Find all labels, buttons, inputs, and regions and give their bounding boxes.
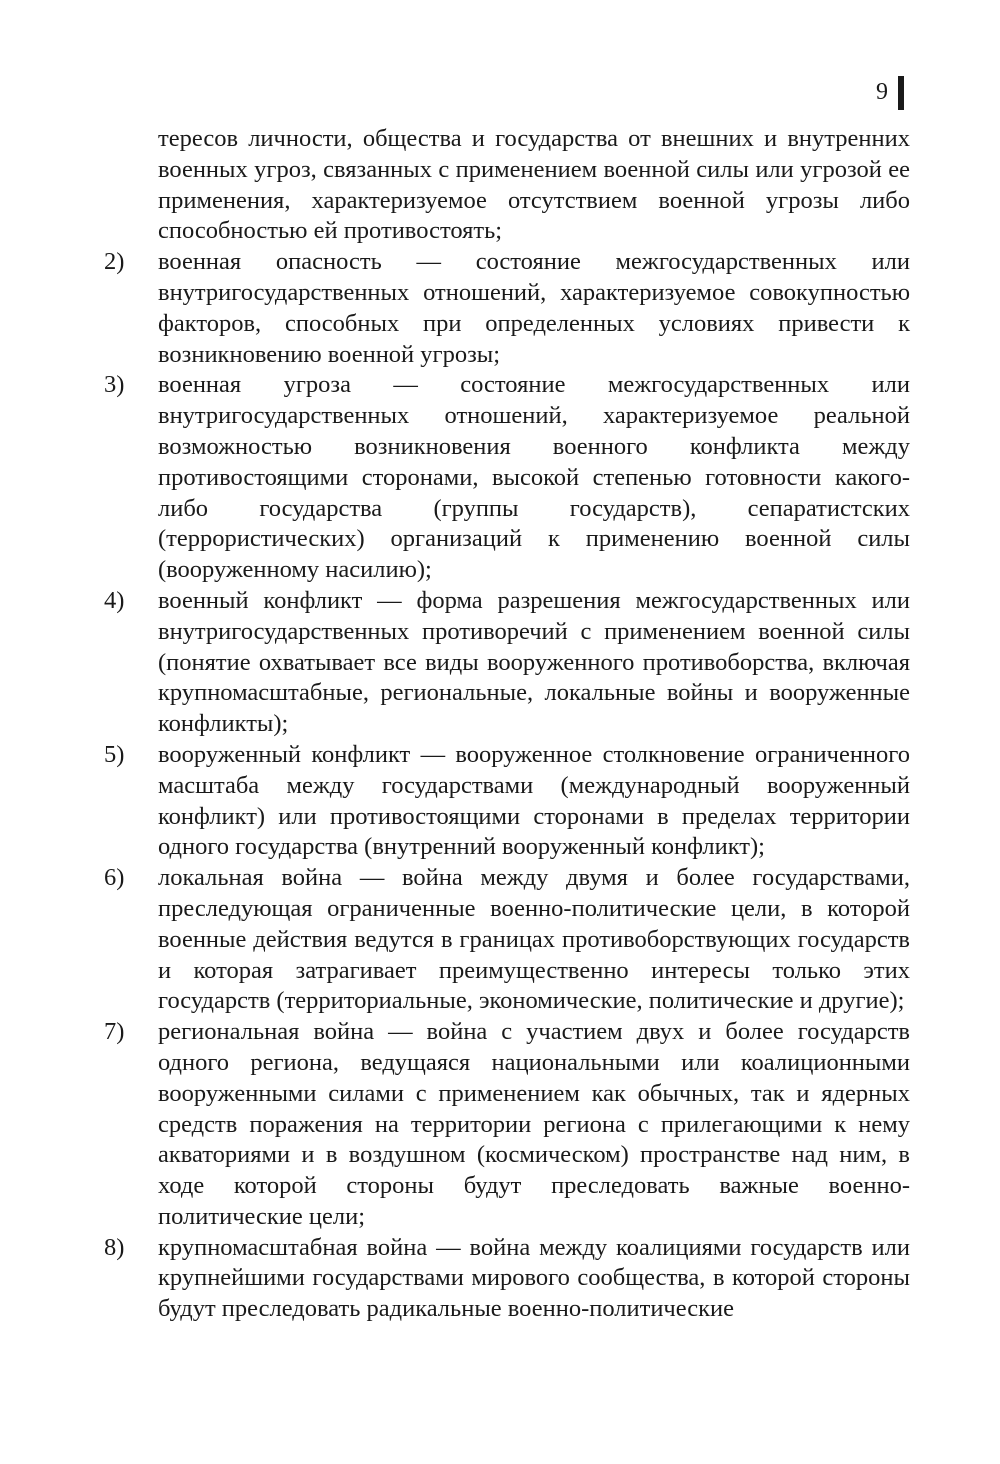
list-item-number: 2) bbox=[104, 248, 125, 276]
list-item bbox=[104, 1233, 910, 1325]
list-item-text: локальная война — война между двумя и более государствами, преследующая ограниченные военно-политические цели, в которой военные действия ведутся в границах противоборствующих государств и которая затрагивает преимущественно интересы только этих государств (территориальные, экономические, политические и другие); bbox=[158, 864, 910, 1015]
list-item-number: 6) bbox=[104, 864, 125, 892]
list-item bbox=[104, 1017, 910, 1233]
list-item-text: региональная война — война с участием двух и более государств одного региона, ведущаяся национальными или коалиционными вооруженными силами с применением как обычных, так и ядерных средств поражения на территории региона с прилегающими к нему акваториями и в воздушном (космическом) пространстве над ним, в ходе которой стороны будут преследовать важные военно-политические цели; bbox=[158, 1018, 910, 1230]
page-number-bar bbox=[898, 76, 904, 110]
list-item bbox=[104, 740, 910, 863]
continuation-paragraph: тересов личности, общества и государства от внешних и внутренних военных угроз, связанных с применением военной силы или угрозой ее применения, характеризуемое отсутствием военной угрозы либо способностью ей противостоять; bbox=[158, 125, 910, 245]
list-item-number: 3) bbox=[104, 371, 125, 399]
list-item-text: военная опасность — состояние межгосударственных или внутригосударственных отношений, характеризуемое совокупностью факторов, способных при определенных условиях привести к возникновению военной угрозы; bbox=[158, 248, 910, 368]
page-number: 9 bbox=[876, 79, 888, 105]
list-item-number: 5) bbox=[104, 740, 125, 768]
list-item-text: военный конфликт — форма разрешения межгосударственных или внутригосударственных противоречий с применением военной силы (понятие охватывает все виды вооруженного противоборства, включая крупномасштабные, региональные, локальные войны и вооруженные конфликты); bbox=[158, 586, 910, 738]
list-item bbox=[104, 370, 910, 586]
list-item-text: крупномасштабная война — война между коалициями государств или крупнейшими государствами мирового сообщества, в которой стороны будут преследовать радикальные военно-политические bbox=[158, 1233, 910, 1323]
list-item-number: 4) bbox=[104, 586, 125, 614]
list-item-number: 8) bbox=[104, 1233, 125, 1261]
list-item bbox=[104, 247, 910, 370]
page-content bbox=[104, 124, 910, 1325]
list-item-number: 7) bbox=[104, 1018, 125, 1046]
list-item-text: военная угроза — состояние межгосударственных или внутригосударственных отношений, характеризуемое реальной возможностью возникновения военного конфликта между противостоящими сторонами, высокой степенью готовности какого-либо государства (группы государств), сепаратистских (террористических) организаций к применению военной силы (вооруженному насилию); bbox=[158, 371, 910, 584]
list-item bbox=[104, 863, 910, 1017]
list-item-text: вооруженный конфликт — вооруженное столкновение ограниченного масштаба между государствами (международный вооруженный конфликт) или противостоящими сторонами в пределах территории одного государства (внутренний вооруженный конфликт); bbox=[158, 740, 910, 861]
list-item bbox=[104, 586, 910, 740]
